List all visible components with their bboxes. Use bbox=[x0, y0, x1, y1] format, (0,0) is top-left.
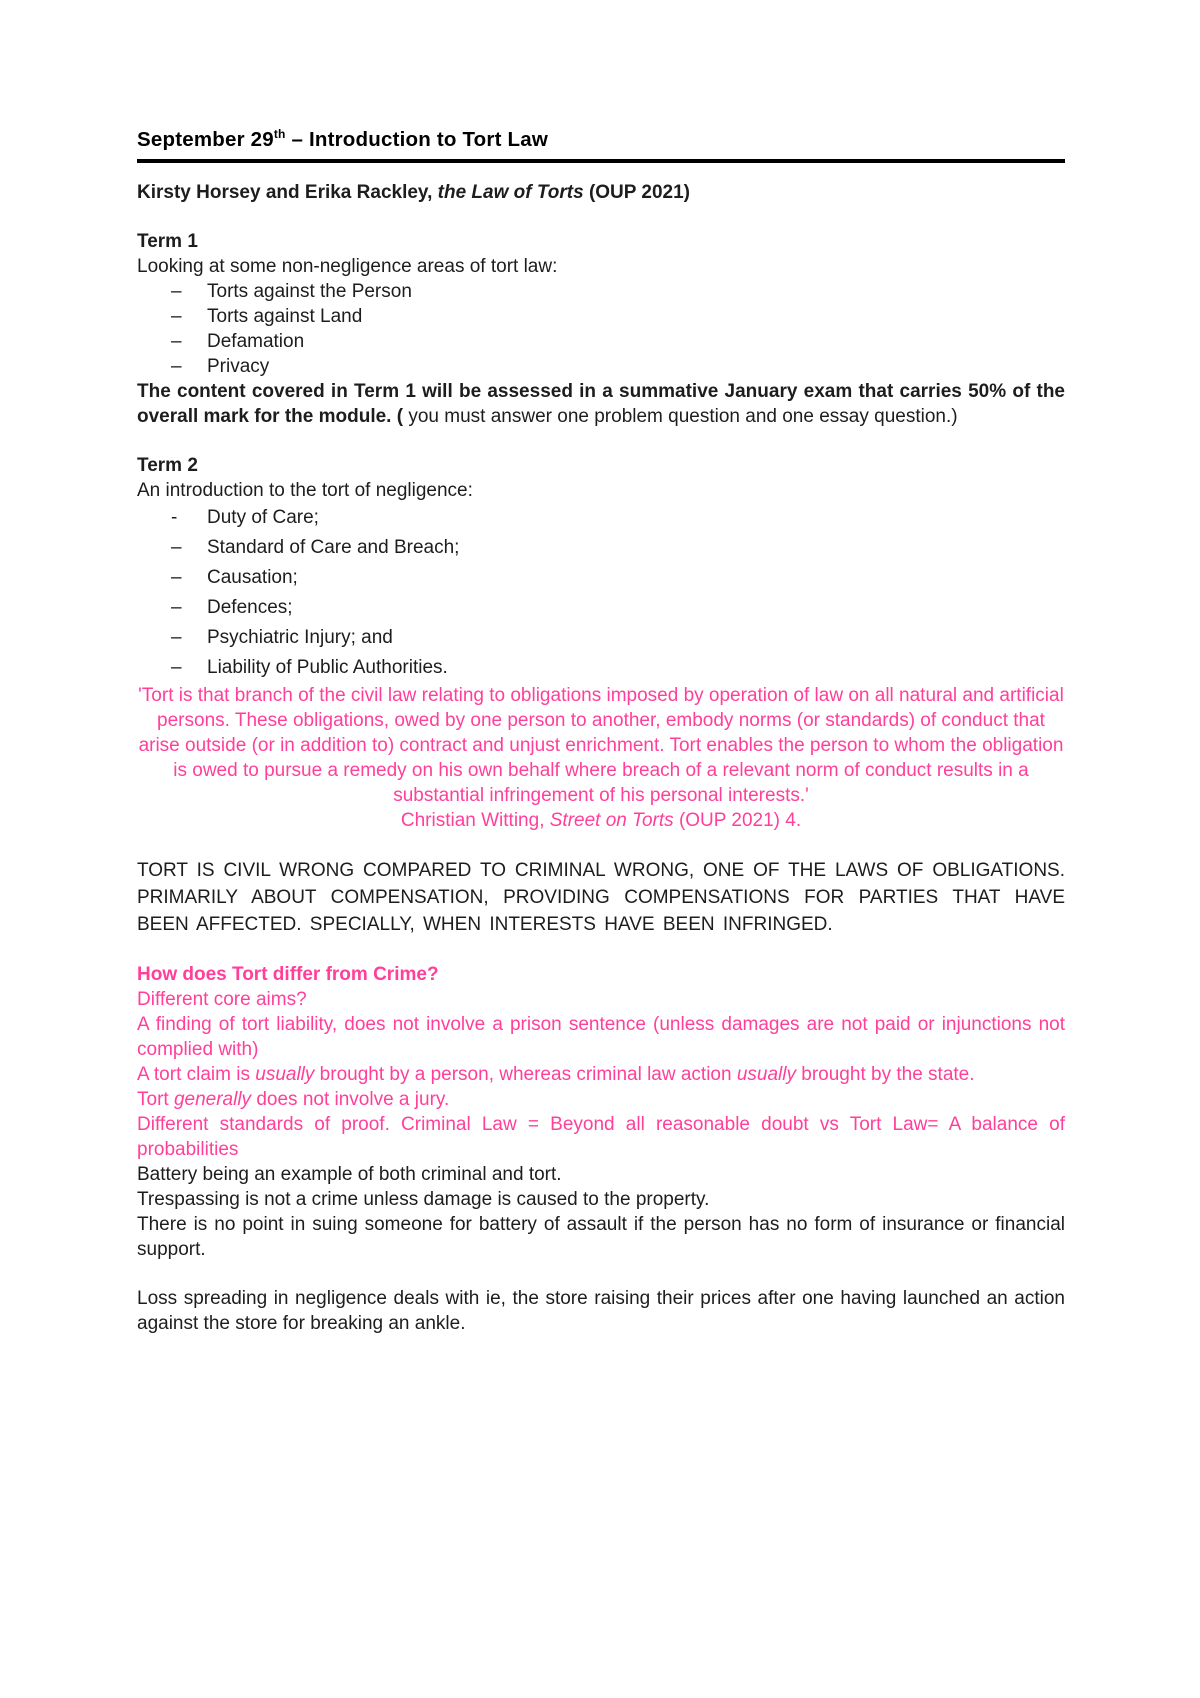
tort-claim-text: brought by a person, whereas criminal law action bbox=[314, 1064, 737, 1085]
title-subject: – Introduction to Tort Law bbox=[285, 128, 548, 151]
tort-definition-quote bbox=[137, 683, 1065, 833]
list-item-text: Defences; bbox=[207, 597, 293, 618]
list-item-text: Standard of Care and Breach; bbox=[207, 537, 460, 558]
dash-bullet: – bbox=[171, 657, 182, 678]
tort-liability-line: A finding of tort liability, does not involve a prison sentence (unless damages are not paid or injunctions not complied with) bbox=[137, 1014, 1065, 1060]
reference-book-title: the Law of Torts bbox=[437, 182, 584, 203]
jury-text: Tort bbox=[137, 1089, 174, 1110]
list-item bbox=[137, 653, 1065, 683]
term1-intro: Looking at some non-negligence areas of tort law: bbox=[137, 256, 558, 277]
reference-publisher: (OUP 2021) bbox=[583, 182, 690, 203]
dash-bullet: – bbox=[171, 597, 182, 618]
page-title bbox=[137, 128, 1065, 163]
list-item-text: Privacy bbox=[207, 356, 270, 377]
examples-section bbox=[137, 1162, 1065, 1262]
dash-bullet: – bbox=[171, 306, 182, 327]
term2-intro: An introduction to the tort of negligence: bbox=[137, 480, 473, 501]
dash-bullet: – bbox=[171, 567, 182, 588]
title-date: September 29 bbox=[137, 128, 274, 151]
list-item bbox=[137, 354, 1065, 379]
reference-line bbox=[137, 180, 1065, 205]
term1-section bbox=[137, 229, 1065, 379]
list-item bbox=[137, 329, 1065, 354]
term1-heading: Term 1 bbox=[137, 231, 198, 252]
reference-authors: Kirsty Horsey and Erika Rackley, bbox=[137, 182, 438, 203]
quote-attribution bbox=[137, 808, 1065, 833]
list-item bbox=[137, 503, 1065, 533]
term2-list bbox=[137, 503, 1065, 683]
list-item-text: Liability of Public Authorities. bbox=[207, 657, 448, 678]
tort-claim-text: A tort claim is bbox=[137, 1064, 256, 1085]
list-item bbox=[137, 623, 1065, 653]
jury-italic: generally bbox=[173, 1089, 252, 1110]
list-item bbox=[137, 593, 1065, 623]
term2-heading: Term 2 bbox=[137, 455, 198, 476]
dash-bullet: – bbox=[171, 537, 182, 558]
list-item bbox=[137, 563, 1065, 593]
attribution-publisher: (OUP 2021) 4. bbox=[673, 810, 802, 831]
list-item-text: Psychiatric Injury; and bbox=[207, 627, 393, 648]
dash-bullet: – bbox=[171, 281, 182, 302]
assessment-normal-text: you must answer one problem question and one essay question.) bbox=[403, 406, 958, 427]
list-item-text: Defamation bbox=[207, 331, 305, 352]
dash-bullet: – bbox=[171, 356, 182, 377]
assessment-paragraph bbox=[137, 379, 1065, 429]
loss-spreading-paragraph: Loss spreading in negligence deals with ie, the store raising their prices after one having launched an action against the store for breaking an ankle. bbox=[137, 1288, 1065, 1334]
tort-claim-line bbox=[137, 1062, 1065, 1087]
list-item bbox=[137, 304, 1065, 329]
trespassing-line: Trespassing is not a crime unless damage is caused to the property. bbox=[137, 1189, 710, 1210]
tort-vs-crime-heading: How does Tort differ from Crime? bbox=[137, 964, 439, 985]
dash-bullet: – bbox=[171, 627, 182, 648]
list-item bbox=[137, 279, 1065, 304]
dash-bullet: - bbox=[171, 507, 178, 528]
tort-claim-italic: usually bbox=[255, 1064, 315, 1085]
list-item-text: Torts against Land bbox=[207, 306, 363, 327]
jury-line bbox=[137, 1087, 1065, 1112]
dash-bullet: – bbox=[171, 331, 182, 352]
suing-insurance-line: There is no point in suing someone for battery of assault if the person has no form of insurance or financial support. bbox=[137, 1214, 1065, 1260]
caps-summary-paragraph: TORT IS CIVIL WRONG COMPARED TO CRIMINAL WRONG, ONE OF THE LAWS OF OBLIGATIONS. PRIMARILY ABOUT COMPENSATION, PROVIDING COMPENSATIONS FOR PARTIES THAT HAVE BEEN AFFECTED. SPECIALLY, WHEN INTERESTS HAVE BEEN INFRINGED. bbox=[137, 860, 1065, 935]
core-aims-line: Different core aims? bbox=[137, 989, 307, 1010]
list-item-text: Duty of Care; bbox=[207, 507, 319, 528]
assessment-bold-text: The content covered in Term 1 will be assessed in a summative January exam that carries 50% of the overall mark for the module. ( bbox=[137, 381, 1065, 427]
tort-claim-text: brought by the state. bbox=[796, 1064, 975, 1085]
list-item-text: Causation; bbox=[207, 567, 298, 588]
term2-section bbox=[137, 453, 1065, 683]
tort-vs-crime-section bbox=[137, 962, 1065, 1162]
attribution-book-title: Street on Torts bbox=[549, 810, 674, 831]
attribution-author: Christian Witting, bbox=[400, 810, 550, 831]
jury-text: does not involve a jury. bbox=[251, 1089, 450, 1110]
standards-of-proof-line: Different standards of proof. Criminal Law = Beyond all reasonable doubt vs Tort Law= A balance of probabilities bbox=[137, 1114, 1065, 1160]
list-item bbox=[137, 533, 1065, 563]
battery-example-line: Battery being an example of both criminal and tort. bbox=[137, 1164, 562, 1185]
tort-claim-italic: usually bbox=[736, 1064, 796, 1085]
quote-text: 'Tort is that branch of the civil law relating to obligations imposed by operation of law on all natural and artificial persons. These obligations, owed by one person to another, embody norms (or standards) of conduct that arise outside (or in addition to) contract and unjust enrichment. Tort enables the person to whom the obligation is owed to pursue a remedy on his own behalf where breach of a relevant norm of conduct results in a substantial infringement of his personal interests.' bbox=[138, 685, 1064, 806]
list-item-text: Torts against the Person bbox=[207, 281, 412, 302]
term1-list bbox=[137, 279, 1065, 379]
title-superscript: th bbox=[273, 127, 286, 142]
